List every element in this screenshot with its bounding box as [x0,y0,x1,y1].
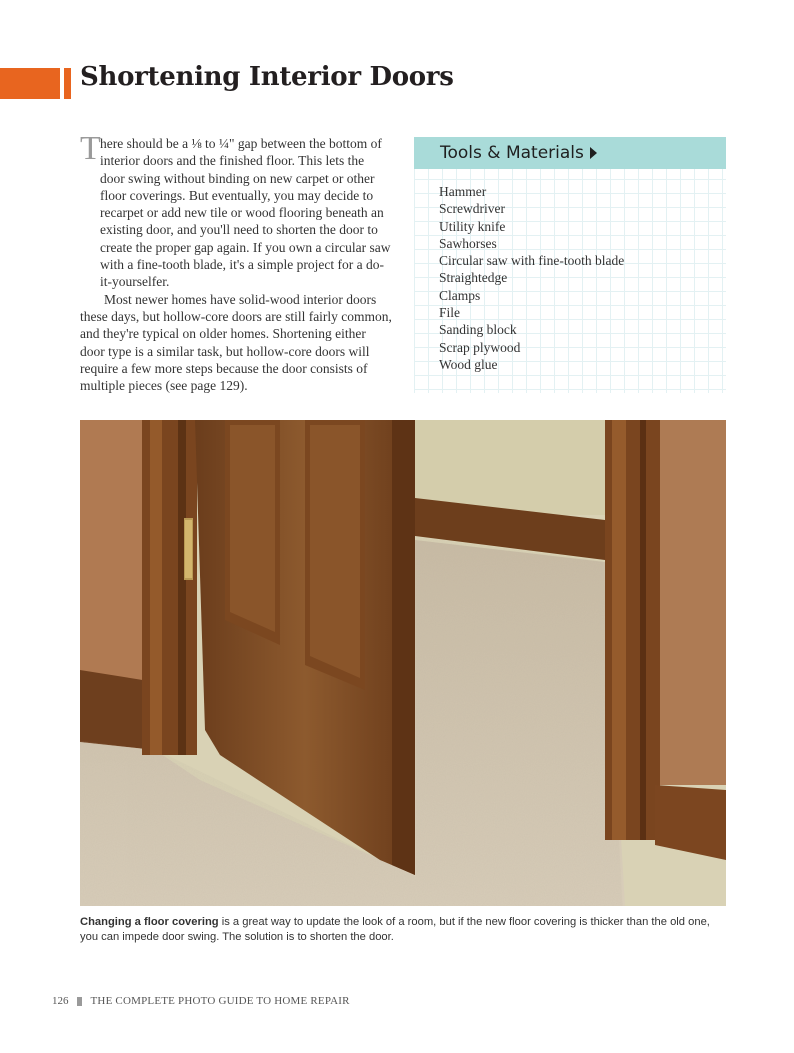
caption-lead: Changing a floor covering [80,916,219,928]
tools-title: Tools & Materials [440,143,584,163]
tool-item: File [439,305,461,321]
tool-item: Utility knife [439,218,506,234]
intro-paragraph-1-text: here should be a ⅛ to ¼" gap between the bottom of interior doors and the finished floor. This lets the door swing without binding on new carpet or other floor coverings. But eventually, you may decide to recarpet or add new tile or wood flooring beneath an existing door, and you'll need to shorten the door to create the proper gap again. If you own a circular saw with a fine-tooth blade, it's a simple project for a do-it-yourselfer. [100,136,391,290]
door-photo [80,420,726,906]
page-number: 126 [52,995,69,1007]
tools-materials-box [414,137,726,393]
tool-item: Sanding block [439,322,517,338]
triangle-right-icon [590,147,597,159]
running-head: THE COMPLETE PHOTO GUIDE TO HOME REPAIR [90,995,350,1007]
footer-square-icon [77,997,82,1006]
intro-paragraph-2: Most newer homes have solid-wood interior doors these days, but hollow-core doors are still fairly common, and they're typical on older homes. Shortening either door type is a similar task, but hollow-core doors will require a few more steps because the door consists of multiple pieces (see page 129). [80,291,392,394]
tool-item: Hammer [439,184,487,199]
tool-item: Straightedge [439,270,508,286]
accent-bar [0,68,60,99]
intro-text [80,130,392,394]
drop-cap: T [80,130,101,167]
page-title: Shortening Interior Doors [80,62,454,92]
tools-header [414,137,726,169]
photo-caption [80,915,730,945]
tool-item: Scrap plywood [439,339,521,355]
page-footer [52,995,350,1007]
accent-tick [64,68,71,99]
tools-list [414,169,726,373]
tool-item: Wood glue [439,356,498,372]
caption-text: is a great way to update the look of a room, but if the new floor covering is thicker than the old one, you can impede door swing. The solution is to shorten the door. [80,916,710,943]
tool-item: Circular saw with fine-tooth blade [439,253,625,269]
intro-paragraph-1 [80,130,392,291]
tool-item: Screwdriver [439,201,505,217]
tool-item: Sawhorses [439,235,497,251]
tool-item: Clamps [439,287,481,303]
